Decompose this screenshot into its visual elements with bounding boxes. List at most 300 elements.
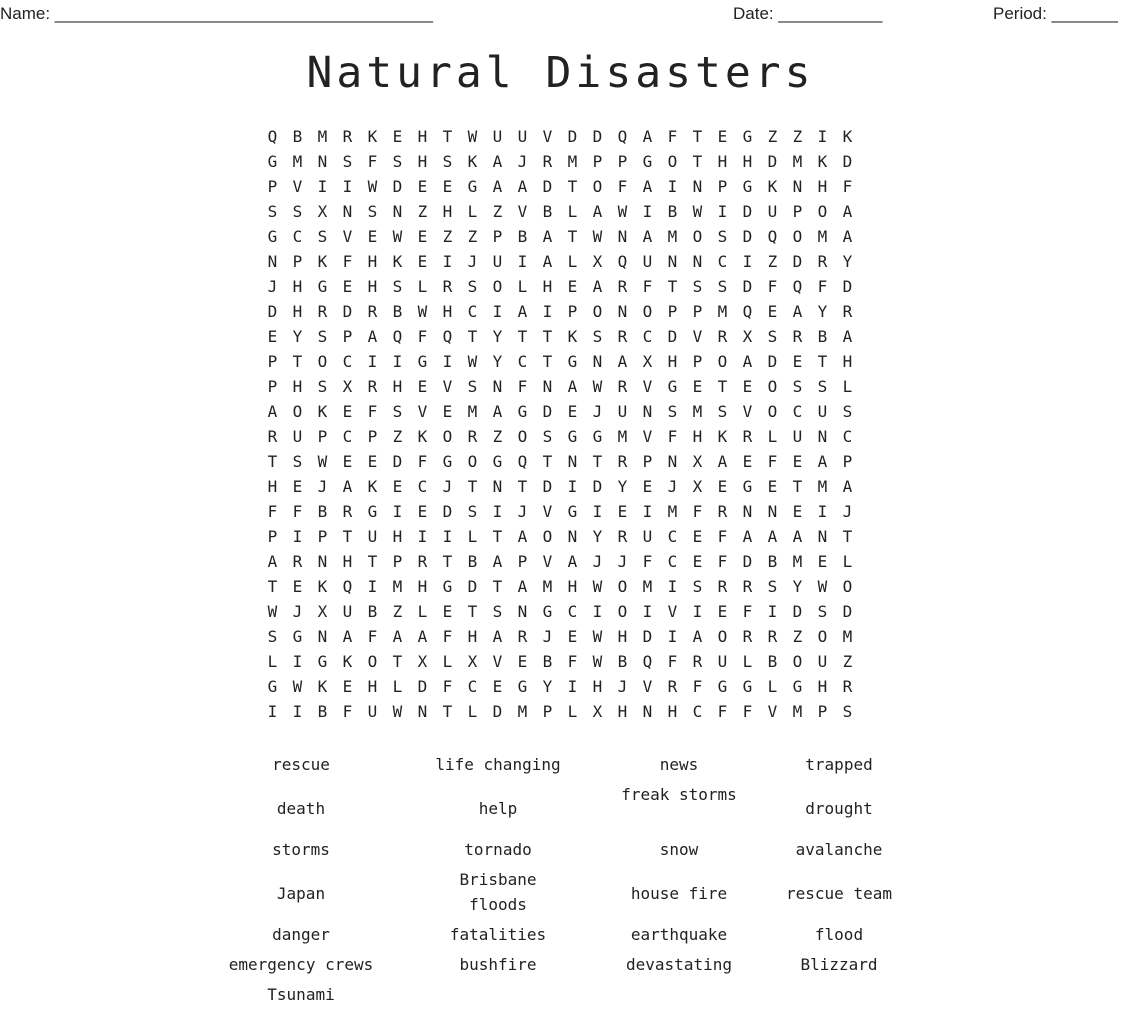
- grid-letter: E: [742, 452, 753, 471]
- grid-letter: P: [267, 527, 278, 546]
- grid-letter: Z: [792, 627, 803, 646]
- grid-letter: A: [842, 477, 853, 496]
- grid-letter: Y: [617, 477, 628, 496]
- name-field-label: Name: ________________________________________: [0, 4, 433, 23]
- grid-letter: J: [442, 477, 453, 496]
- grid-letter: N: [667, 252, 678, 271]
- grid-letter: F: [367, 402, 378, 421]
- grid-letter: D: [542, 402, 553, 421]
- grid-letter: S: [767, 577, 778, 596]
- grid-letter: R: [317, 302, 328, 321]
- grid-letter: X: [742, 327, 753, 346]
- grid-letter: H: [417, 152, 428, 171]
- grid-letter: Q: [617, 127, 628, 146]
- grid-letter: N: [567, 527, 578, 546]
- grid-letter: E: [342, 402, 353, 421]
- grid-letter: U: [767, 202, 778, 221]
- grid-letter: V: [742, 402, 753, 421]
- grid-letter: W: [592, 652, 603, 671]
- grid-letter: H: [367, 252, 378, 271]
- grid-letter: M: [392, 577, 403, 596]
- word-bank-item: tornado: [464, 840, 532, 859]
- grid-letter: E: [717, 602, 728, 621]
- grid-letter: R: [817, 252, 828, 271]
- grid-letter: S: [792, 377, 803, 396]
- grid-letter: J: [267, 277, 278, 296]
- grid-letter: H: [567, 577, 578, 596]
- grid-letter: L: [742, 652, 753, 671]
- grid-letter: N: [767, 502, 778, 521]
- grid-letter: Y: [817, 302, 828, 321]
- grid-letter: E: [342, 277, 353, 296]
- grid-row: [260, 474, 860, 499]
- grid-letter: W: [417, 302, 428, 321]
- grid-letter: O: [842, 577, 853, 596]
- grid-letter: M: [792, 552, 803, 571]
- grid-letter: X: [317, 202, 328, 221]
- grid-letter: T: [267, 452, 278, 471]
- grid-letter: A: [492, 177, 503, 196]
- grid-letter: I: [767, 602, 778, 621]
- grid-letter: N: [342, 202, 353, 221]
- grid-letter: Z: [492, 427, 503, 446]
- grid-letter: M: [517, 702, 528, 721]
- grid-letter: R: [292, 552, 303, 571]
- grid-letter: R: [742, 427, 753, 446]
- grid-letter: E: [417, 252, 428, 271]
- grid-letter: N: [692, 252, 703, 271]
- grid-letter: L: [417, 602, 428, 621]
- grid-letter: R: [717, 502, 728, 521]
- grid-letter: F: [617, 177, 628, 196]
- grid-letter: R: [667, 677, 678, 696]
- grid-letter: R: [617, 327, 628, 346]
- grid-letter: K: [717, 427, 728, 446]
- grid-letter: E: [492, 677, 503, 696]
- grid-letter: V: [492, 652, 503, 671]
- grid-letter: D: [767, 352, 778, 371]
- word-row: [0, 837, 1121, 867]
- grid-letter: I: [442, 527, 453, 546]
- grid-letter: P: [692, 352, 703, 371]
- grid-letter: S: [717, 227, 728, 246]
- grid-letter: R: [792, 327, 803, 346]
- grid-letter: W: [592, 627, 603, 646]
- grid-letter: E: [292, 577, 303, 596]
- grid-letter: L: [567, 252, 578, 271]
- grid-letter: T: [367, 552, 378, 571]
- grid-letter: W: [292, 677, 303, 696]
- grid-letter: F: [642, 552, 653, 571]
- grid-letter: G: [567, 427, 578, 446]
- grid-letter: D: [417, 677, 428, 696]
- grid-letter: E: [792, 452, 803, 471]
- grid-letter: E: [767, 302, 778, 321]
- grid-letter: Z: [767, 252, 778, 271]
- grid-letter: M: [292, 152, 303, 171]
- grid-letter: Q: [267, 127, 278, 146]
- grid-letter: H: [292, 302, 303, 321]
- grid-letter: L: [517, 277, 528, 296]
- grid-letter: T: [517, 327, 528, 346]
- word-row: [0, 782, 1121, 837]
- grid-letter: C: [417, 477, 428, 496]
- grid-letter: G: [467, 177, 478, 196]
- grid-letter: N: [617, 227, 628, 246]
- grid-letter: M: [792, 702, 803, 721]
- word-bank-item: death: [276, 799, 326, 818]
- grid-letter: D: [267, 302, 278, 321]
- grid-letter: K: [342, 652, 353, 671]
- grid-letter: O: [292, 402, 303, 421]
- grid-letter: M: [317, 127, 328, 146]
- grid-letter: E: [717, 477, 728, 496]
- grid-letter: F: [842, 177, 853, 196]
- grid-letter: H: [617, 702, 628, 721]
- grid-letter: T: [292, 352, 303, 371]
- grid-letter: J: [517, 502, 528, 521]
- grid-letter: Q: [642, 652, 653, 671]
- grid-letter: Q: [617, 252, 628, 271]
- grid-letter: V: [292, 177, 303, 196]
- grid-letter: G: [742, 177, 753, 196]
- grid-letter: T: [567, 177, 578, 196]
- grid-letter: A: [842, 327, 853, 346]
- worksheet-header: [0, 4, 1121, 24]
- grid-letter: U: [817, 402, 828, 421]
- grid-letter: T: [592, 452, 603, 471]
- grid-letter: D: [667, 327, 678, 346]
- word-row: [0, 922, 1121, 952]
- grid-letter: M: [567, 152, 578, 171]
- grid-letter: U: [617, 402, 628, 421]
- word-row: [0, 982, 1121, 1012]
- grid-row: [260, 249, 860, 274]
- grid-letter: S: [467, 502, 478, 521]
- grid-letter: F: [567, 652, 578, 671]
- grid-letter: F: [442, 677, 453, 696]
- grid-letter: D: [842, 152, 853, 171]
- grid-letter: F: [417, 327, 428, 346]
- grid-letter: C: [342, 427, 353, 446]
- grid-letter: H: [442, 302, 453, 321]
- grid-letter: I: [742, 252, 753, 271]
- grid-letter: H: [417, 127, 428, 146]
- grid-letter: U: [492, 127, 503, 146]
- grid-letter: V: [667, 602, 678, 621]
- grid-letter: S: [367, 202, 378, 221]
- grid-letter: M: [842, 627, 853, 646]
- grid-letter: M: [692, 402, 703, 421]
- grid-letter: I: [417, 527, 428, 546]
- grid-letter: S: [667, 402, 678, 421]
- grid-letter: K: [567, 327, 578, 346]
- grid-letter: A: [692, 627, 703, 646]
- grid-letter: A: [717, 452, 728, 471]
- grid-letter: R: [617, 277, 628, 296]
- grid-letter: A: [742, 527, 753, 546]
- grid-letter: F: [692, 502, 703, 521]
- grid-letter: V: [542, 552, 553, 571]
- grid-letter: H: [717, 152, 728, 171]
- grid-letter: U: [717, 652, 728, 671]
- grid-letter: I: [292, 702, 303, 721]
- word-bank-item: freak storms: [621, 785, 737, 804]
- grid-letter: A: [817, 452, 828, 471]
- grid-letter: H: [267, 477, 278, 496]
- grid-letter: R: [692, 652, 703, 671]
- grid-letter: B: [767, 552, 778, 571]
- grid-letter: R: [617, 377, 628, 396]
- grid-letter: N: [317, 152, 328, 171]
- grid-letter: P: [717, 177, 728, 196]
- grid-letter: I: [692, 602, 703, 621]
- grid-letter: M: [667, 227, 678, 246]
- grid-letter: S: [467, 377, 478, 396]
- grid-letter: A: [567, 377, 578, 396]
- grid-letter: J: [617, 677, 628, 696]
- grid-letter: R: [542, 152, 553, 171]
- grid-letter: T: [542, 352, 553, 371]
- grid-letter: E: [692, 552, 703, 571]
- grid-letter: D: [567, 127, 578, 146]
- grid-letter: Z: [842, 652, 853, 671]
- grid-letter: A: [492, 627, 503, 646]
- grid-letter: O: [492, 277, 503, 296]
- grid-letter: M: [817, 477, 828, 496]
- grid-letter: I: [442, 352, 453, 371]
- grid-letter: C: [842, 427, 853, 446]
- grid-letter: T: [717, 377, 728, 396]
- grid-letter: E: [417, 502, 428, 521]
- grid-letter: S: [392, 402, 403, 421]
- grid-letter: A: [492, 152, 503, 171]
- grid-letter: P: [817, 702, 828, 721]
- grid-letter: W: [392, 702, 403, 721]
- grid-row: [260, 699, 860, 724]
- grid-letter: I: [817, 127, 828, 146]
- grid-letter: E: [267, 327, 278, 346]
- grid-letter: L: [417, 277, 428, 296]
- grid-row: [260, 124, 860, 149]
- grid-letter: T: [542, 452, 553, 471]
- grid-row: [260, 574, 860, 599]
- grid-letter: I: [817, 502, 828, 521]
- grid-letter: F: [442, 627, 453, 646]
- grid-letter: V: [417, 402, 428, 421]
- grid-letter: N: [542, 377, 553, 396]
- grid-letter: P: [567, 302, 578, 321]
- grid-letter: Q: [392, 327, 403, 346]
- grid-letter: F: [342, 252, 353, 271]
- grid-letter: R: [342, 502, 353, 521]
- grid-letter: R: [717, 577, 728, 596]
- grid-letter: T: [667, 277, 678, 296]
- grid-letter: H: [667, 702, 678, 721]
- grid-letter: H: [842, 352, 853, 371]
- grid-letter: H: [367, 277, 378, 296]
- grid-letter: O: [792, 652, 803, 671]
- grid-letter: N: [792, 177, 803, 196]
- grid-letter: U: [367, 527, 378, 546]
- grid-letter: O: [817, 202, 828, 221]
- grid-letter: Y: [542, 677, 553, 696]
- grid-letter: R: [742, 577, 753, 596]
- grid-letter: C: [667, 552, 678, 571]
- grid-letter: E: [792, 502, 803, 521]
- grid-letter: Q: [442, 327, 453, 346]
- grid-letter: S: [542, 427, 553, 446]
- grid-letter: R: [717, 327, 728, 346]
- grid-letter: N: [817, 427, 828, 446]
- grid-letter: E: [417, 377, 428, 396]
- grid-letter: G: [742, 127, 753, 146]
- grid-letter: S: [692, 277, 703, 296]
- grid-letter: R: [367, 302, 378, 321]
- grid-letter: O: [617, 602, 628, 621]
- letter-grid: [260, 124, 860, 724]
- grid-letter: I: [367, 352, 378, 371]
- grid-row: [260, 599, 860, 624]
- grid-letter: O: [717, 352, 728, 371]
- grid-row: [260, 224, 860, 249]
- grid-letter: O: [517, 427, 528, 446]
- grid-letter: S: [717, 402, 728, 421]
- grid-letter: P: [267, 177, 278, 196]
- grid-letter: J: [592, 552, 603, 571]
- grid-letter: W: [467, 352, 478, 371]
- grid-letter: J: [667, 477, 678, 496]
- grid-letter: I: [642, 202, 653, 221]
- grid-letter: E: [767, 477, 778, 496]
- grid-letter: B: [367, 602, 378, 621]
- grid-letter: X: [317, 602, 328, 621]
- grid-letter: F: [817, 277, 828, 296]
- grid-letter: C: [517, 352, 528, 371]
- grid-letter: F: [667, 652, 678, 671]
- grid-letter: K: [367, 477, 378, 496]
- grid-letter: X: [642, 352, 653, 371]
- grid-letter: T: [467, 602, 478, 621]
- grid-row: [260, 299, 860, 324]
- grid-letter: S: [467, 277, 478, 296]
- grid-row: [260, 349, 860, 374]
- grid-row: [260, 649, 860, 674]
- grid-letter: E: [417, 227, 428, 246]
- grid-letter: S: [267, 202, 278, 221]
- grid-row: [260, 549, 860, 574]
- grid-letter: E: [342, 677, 353, 696]
- word-bank-item: Japan: [276, 884, 326, 903]
- grid-letter: A: [642, 127, 653, 146]
- grid-letter: S: [717, 277, 728, 296]
- grid-letter: F: [342, 702, 353, 721]
- grid-letter: O: [617, 577, 628, 596]
- grid-letter: T: [467, 477, 478, 496]
- grid-letter: D: [842, 602, 853, 621]
- grid-letter: H: [417, 577, 428, 596]
- grid-letter: O: [692, 227, 703, 246]
- grid-letter: R: [617, 452, 628, 471]
- grid-letter: R: [467, 427, 478, 446]
- word-row: [0, 867, 1121, 922]
- grid-letter: N: [267, 252, 278, 271]
- grid-letter: M: [667, 502, 678, 521]
- grid-letter: G: [542, 602, 553, 621]
- grid-letter: Z: [792, 127, 803, 146]
- grid-letter: A: [592, 202, 603, 221]
- grid-letter: M: [792, 152, 803, 171]
- grid-letter: G: [417, 352, 428, 371]
- grid-letter: A: [617, 352, 628, 371]
- grid-letter: H: [367, 677, 378, 696]
- grid-letter: G: [517, 677, 528, 696]
- word-bank-item: Brisbane floods: [459, 870, 537, 914]
- grid-letter: E: [292, 477, 303, 496]
- grid-letter: E: [442, 402, 453, 421]
- grid-letter: Q: [342, 577, 353, 596]
- grid-letter: B: [317, 502, 328, 521]
- grid-letter: O: [817, 627, 828, 646]
- grid-letter: I: [317, 177, 328, 196]
- grid-row: [260, 499, 860, 524]
- grid-letter: O: [667, 152, 678, 171]
- grid-letter: Z: [417, 202, 428, 221]
- grid-letter: D: [342, 302, 353, 321]
- grid-letter: G: [517, 402, 528, 421]
- grid-letter: I: [717, 202, 728, 221]
- grid-letter: V: [767, 702, 778, 721]
- grid-letter: E: [717, 127, 728, 146]
- grid-letter: E: [567, 277, 578, 296]
- grid-letter: A: [767, 527, 778, 546]
- grid-row: [260, 324, 860, 349]
- grid-letter: J: [842, 502, 853, 521]
- grid-letter: K: [317, 402, 328, 421]
- grid-letter: F: [717, 552, 728, 571]
- grid-letter: X: [592, 702, 603, 721]
- grid-letter: T: [442, 552, 453, 571]
- grid-letter: W: [317, 452, 328, 471]
- grid-letter: A: [267, 402, 278, 421]
- grid-letter: L: [767, 427, 778, 446]
- grid-letter: E: [692, 527, 703, 546]
- grid-letter: E: [392, 127, 403, 146]
- grid-letter: N: [492, 477, 503, 496]
- grid-letter: B: [292, 127, 303, 146]
- grid-letter: E: [442, 177, 453, 196]
- grid-letter: A: [367, 327, 378, 346]
- grid-letter: S: [267, 627, 278, 646]
- grid-letter: Y: [292, 327, 303, 346]
- word-bank-item: fatalities: [449, 925, 547, 944]
- grid-letter: P: [542, 702, 553, 721]
- grid-letter: P: [392, 552, 403, 571]
- grid-letter: O: [592, 302, 603, 321]
- word-row: [0, 752, 1121, 782]
- word-bank-item: life changing: [435, 755, 561, 774]
- grid-letter: D: [392, 177, 403, 196]
- word-row: [0, 952, 1121, 982]
- grid-letter: N: [742, 502, 753, 521]
- word-bank-item: drought: [805, 799, 873, 818]
- grid-letter: O: [792, 227, 803, 246]
- grid-letter: I: [642, 502, 653, 521]
- grid-letter: A: [792, 527, 803, 546]
- grid-letter: D: [442, 502, 453, 521]
- word-bank-item: devastating: [626, 955, 732, 974]
- word-bank-item: danger: [272, 925, 330, 944]
